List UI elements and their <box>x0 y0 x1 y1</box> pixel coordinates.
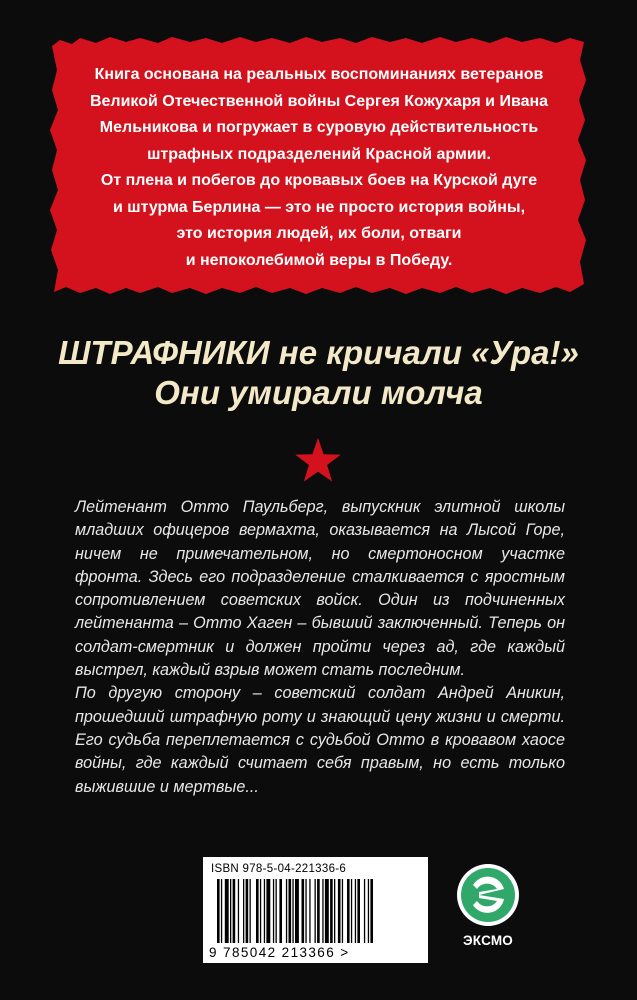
barcode-bar <box>292 879 293 943</box>
description <box>75 496 565 799</box>
description-paragraph-2: По другую сторону – советский солдат Андрей Аникин, прошедший штрафную роту и знающий цену жизни и смерти. Его судьба переплетается с судьбой Отто в кровавом хаосе войны, где каждый считает себя правым, но есть только выжившие и мертвые... <box>75 684 565 796</box>
publisher-name: ЭКСМО <box>463 933 513 948</box>
barcode-bar <box>355 879 356 943</box>
barcode-bar <box>302 879 305 943</box>
barcode-bar <box>364 879 365 943</box>
barcode-bar <box>334 879 335 943</box>
barcode-bar <box>368 879 369 943</box>
barcode-bar <box>238 879 239 943</box>
isbn-text: ISBN 978-5-04-221336-6 <box>211 863 347 875</box>
headline <box>0 333 637 413</box>
barcode-bar <box>217 879 220 943</box>
banner-line: и штурма Берлина — это не просто история войны, <box>112 198 526 216</box>
barcode-bar <box>273 879 274 943</box>
banner-line: и непоколебимой веры в Победу. <box>185 251 453 269</box>
barcode-bar <box>279 879 282 943</box>
description-paragraph-1: Лейтенант Отто Паульберг, выпускник элитной школы младших офицеров вермахта, оказывается на Лысой Горе, ничем не примечательном, но смертоносном участке фронта. Здесь его подразделение сталкивается с яростным сопротивлением советских войск. Один из подчиненных лейтенанта – Отто Хаген – бывший заключенный. Теперь он солдат-смертник и должен пройти через ад, где каждый выстрел, каждый взрыв может стать последним. <box>75 498 565 680</box>
barcode-bar <box>286 879 287 943</box>
barcode-bar <box>233 879 236 943</box>
barcode-bar <box>264 879 265 943</box>
barcode-bars <box>213 879 418 945</box>
barcode-bar <box>317 879 320 943</box>
barcode-bar <box>309 879 310 943</box>
barcode-bar <box>342 879 343 943</box>
barcode-bar <box>325 879 329 943</box>
banner-text <box>74 62 564 274</box>
barcode-bar <box>322 879 323 943</box>
barcode-bar <box>370 879 373 943</box>
barcode-bar <box>295 879 299 943</box>
red-banner <box>0 0 637 300</box>
headline-line-2: Они умирали молча <box>154 374 483 411</box>
barcode-bar <box>243 879 244 943</box>
barcode-bar <box>250 879 251 943</box>
barcode-bar <box>256 879 259 943</box>
banner-line: это история людей, их боли, отваги <box>176 225 462 242</box>
banner-line: От плена и побегов до кровавых боев на Курской дуге <box>100 172 538 189</box>
publisher-logo <box>455 861 521 961</box>
barcode-bar <box>338 879 341 943</box>
barcode-digits: 9 785042 213366 > <box>209 945 350 960</box>
barcode-bar <box>225 879 229 943</box>
headline-line-1: ШТРАФНИКИ не кричали «Ура!» <box>58 334 579 371</box>
barcode-bar <box>276 879 277 943</box>
barcode-bar <box>330 879 333 943</box>
eksmo-logo-icon <box>455 861 521 931</box>
barcode-bar <box>266 879 270 943</box>
banner-line: Книга основана на реальных воспоминаниях ветеранов <box>94 66 544 83</box>
barcode-bar <box>221 879 222 943</box>
barcode-bar <box>315 879 316 943</box>
barcode-box <box>203 857 428 963</box>
barcode-bar <box>260 879 261 943</box>
barcode-bar <box>357 879 360 943</box>
banner-line: Великой Отечественной войны Сергея Кожухаря и Ивана <box>89 92 549 110</box>
barcode-bar <box>351 879 352 943</box>
banner-line: штрафных подразделений Красной армии. <box>147 145 491 163</box>
barcode-bar <box>230 879 231 943</box>
red-star-icon <box>294 437 342 483</box>
banner-line: Мельникова и погружает в суровую действительность <box>99 119 539 136</box>
barcode-bar <box>347 879 350 943</box>
barcode-bar <box>246 879 249 943</box>
barcode-bar <box>289 879 292 943</box>
barcode-bar <box>305 879 306 943</box>
